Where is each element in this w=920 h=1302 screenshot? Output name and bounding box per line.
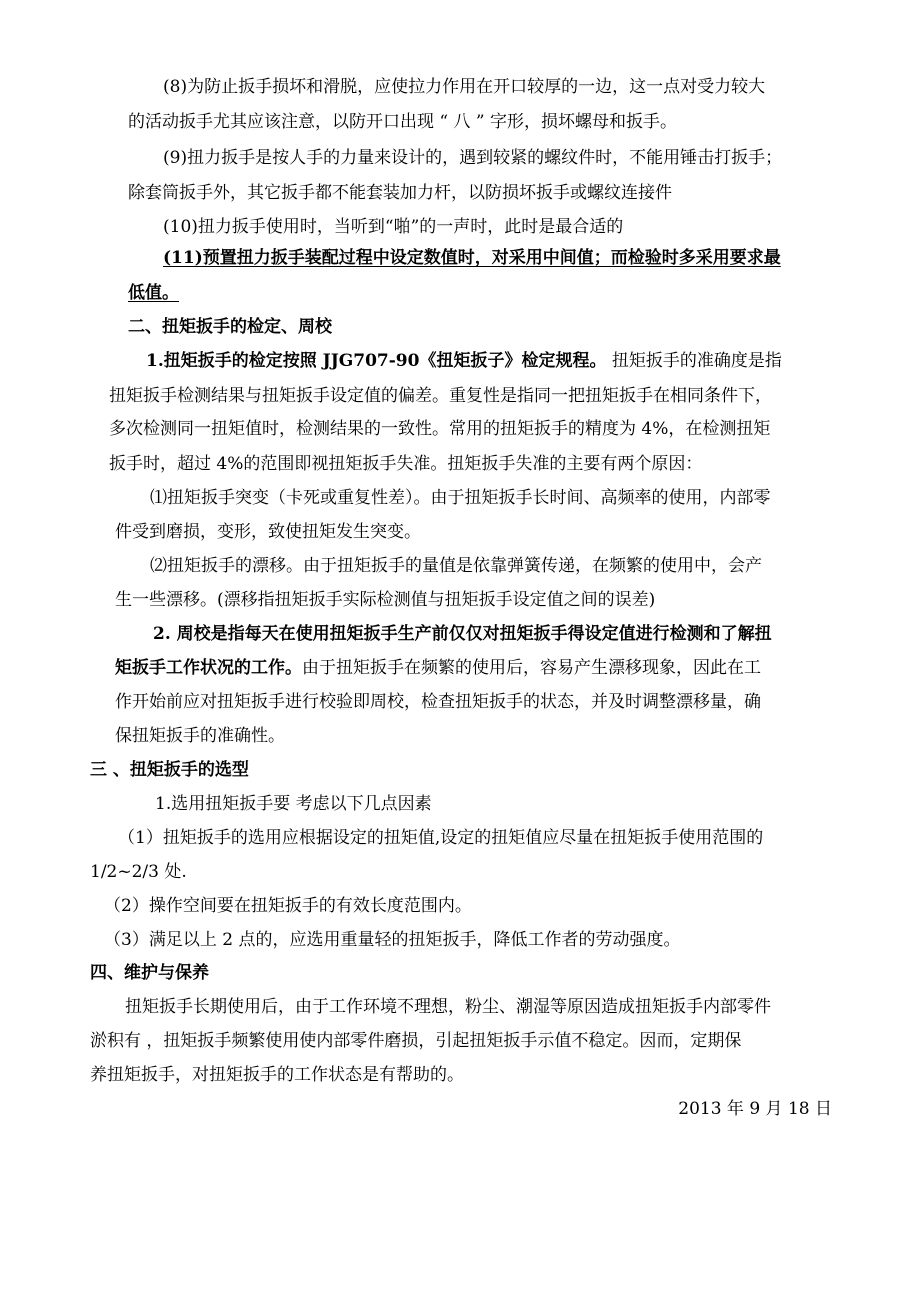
para-8-line2: 的活动扳手尤其应该注意，以防开口出现 “ 八 ” 字形，损坏螺母和扳手。 bbox=[128, 112, 677, 132]
para-11-line2: 低值。 bbox=[128, 283, 179, 303]
para-9-line1: (9)扭力扳手是按人手的力量来设计的，遇到较紧的螺纹件时，不能用锤击打扳手； bbox=[163, 148, 783, 168]
reason-1-line2: 件受到磨损，变形，致使扭矩发生突变。 bbox=[115, 522, 421, 542]
para-8-line1: (8)为防止扳手损坏和滑脱，应使拉力作用在开口较厚的一边，这一点对受力较大 bbox=[163, 77, 766, 97]
document-date: 2013 年 9 月 18 日 bbox=[678, 1099, 832, 1119]
sec2-para2-line3: 作开始前应对扭矩扳手进行校验即周校，检查扭矩扳手的状态，并及时调整漂移量，确 bbox=[115, 692, 761, 712]
reason-2-line2: 生一些漂移。(漂移指扭矩扳手实际检测值与扭矩扳手设定值之间的误差) bbox=[115, 590, 656, 610]
sec2-para1-line4: 扳手时，超过 4%的范围即视扭矩扳手失准。扭矩扳手失准的主要有两个原因： bbox=[109, 454, 703, 474]
sec3-item1-line2: 1/2~2/3 处. bbox=[90, 862, 187, 882]
para-10: (10)扭力扳手使用时，当听到“啪”的一声时，此时是最合适的 bbox=[163, 217, 624, 237]
sec2-para1-line2: 扭矩扳手检测结果与扭矩扳手设定值的偏差。重复性是指同一把扭矩扳手在相同条件下， bbox=[109, 386, 772, 406]
sec4-line2: 淤积有 ，扭矩扳手频繁使用使内部零件磨损，引起扭矩扳手示值不稳定。因而，定期保 bbox=[90, 1031, 742, 1051]
sec2-para2-line1: 2. 周校是指每天在使用扭矩扳手生产前仅仅对扭矩扳手得设定值进行检测和了解扭 bbox=[153, 624, 772, 644]
sec2-para1-rest: 扭矩扳手的准确度是指 bbox=[606, 351, 782, 371]
sec2-para2-rest: 由于扭矩扳手在频繁的使用后，容易产生漂移现象，因此在工 bbox=[302, 658, 761, 678]
sec3-item3: （3）满足以上 2 点的，应选用重量轻的扭矩扳手，降低工作者的劳动强度。 bbox=[104, 930, 681, 950]
sec2-para1-line3: 多次检测同一扭矩值时，检测结果的一致性。常用的扭矩扳手的精度为 4%，在检测扭矩 bbox=[109, 419, 771, 439]
sec2-para2-line4: 保扭矩扳手的准确性。 bbox=[115, 726, 285, 746]
sec3-item1-line1: （1）扭矩扳手的选用应根据设定的扭矩值,设定的扭矩值应尽量在扭矩扳手使用范围的 bbox=[118, 828, 764, 848]
section-2-heading: 二、扭矩扳手的检定、周校 bbox=[128, 317, 332, 337]
reason-2-line1: ⑵扭矩扳手的漂移。由于扭矩扳手的量值是依靠弹簧传递，在频繁的使用中，会产 bbox=[150, 556, 762, 576]
sec3-intro: 1.选用扭矩扳手要 考虑以下几点因素 bbox=[155, 794, 432, 814]
sec2-para1-bold: 1.扭矩扳手的检定按照 JJG707-90《扭矩扳子》检定规程。 bbox=[146, 351, 607, 371]
para-11-line1: (11)预置扭力扳手装配过程中设定数值时，对采用中间值；而检验时多采用要求最 bbox=[163, 248, 781, 268]
reason-1-line1: ⑴扭矩扳手突变（卡死或重复性差）。由于扭矩扳手长时间、高频率的使用，内部零 bbox=[150, 488, 771, 508]
section-3-heading: 三 、扭矩扳手的选型 bbox=[90, 760, 249, 780]
sec3-item2: （2）操作空间要在扭矩扳手的有效长度范围内。 bbox=[104, 896, 472, 916]
para-9-line2: 除套筒扳手外，其它扳手都不能套装加力杆，以防损坏扳手或螺纹连接件 bbox=[128, 183, 672, 203]
sec2-para1-line1 bbox=[146, 348, 782, 374]
section-4-heading: 四、维护与保养 bbox=[90, 963, 209, 983]
sec4-line1: 扭矩扳手长期使用后，由于工作环境不理想，粉尘、潮湿等原因造成扭矩扳手内部零件 bbox=[125, 997, 771, 1017]
sec2-para2-bold: 矩扳手工作状况的工作。 bbox=[115, 658, 302, 678]
sec4-line3: 养扭矩扳手，对扭矩扳手的工作状态是有帮助的。 bbox=[90, 1065, 464, 1085]
sec2-para2-line2 bbox=[115, 655, 761, 681]
